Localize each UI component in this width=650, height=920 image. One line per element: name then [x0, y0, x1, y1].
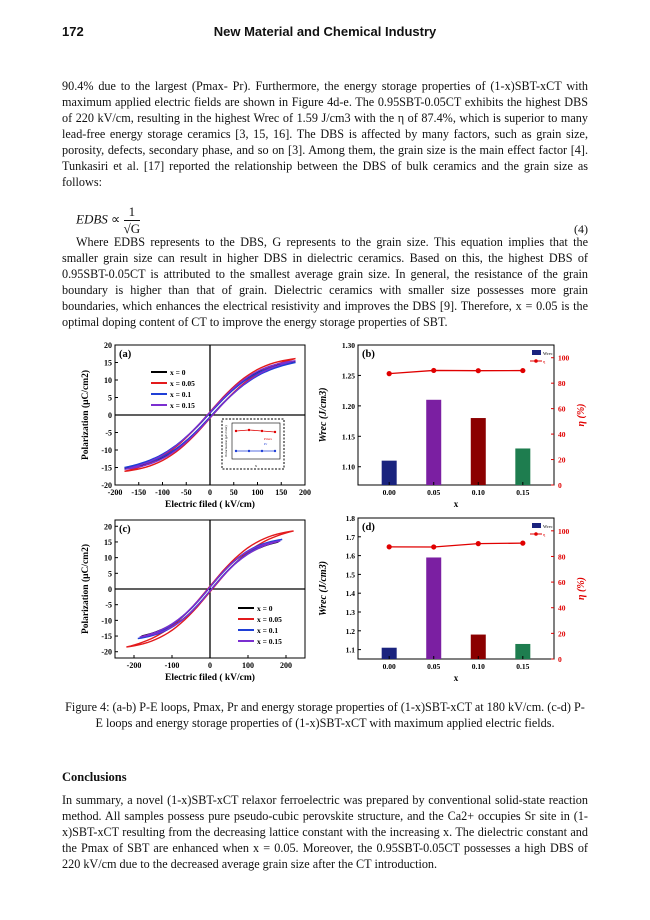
inset-pmax-point — [248, 429, 250, 431]
x-tick-label: 0.00 — [382, 488, 396, 497]
legend-label: x = 0.05 — [257, 615, 282, 624]
equation-lhs: EDBS — [76, 211, 108, 227]
x-tick-label: -100 — [155, 488, 170, 497]
eta-tick-label: 20 — [558, 455, 566, 465]
eta-tick-label: 40 — [558, 603, 566, 613]
x-tick-label: 100 — [242, 661, 254, 670]
y-tick-label: 15 — [104, 537, 112, 547]
legend-eta-marker — [534, 359, 538, 363]
legend-eta-marker — [534, 532, 538, 536]
wrec-bar — [515, 448, 530, 485]
chart-c — [75, 515, 315, 690]
equation — [76, 204, 140, 237]
eta-point — [431, 368, 436, 373]
panel-label: (c) — [119, 524, 131, 535]
y-tick-label: 10 — [104, 376, 112, 385]
eta-tick-label: 100 — [558, 526, 570, 536]
wrec-bar — [471, 635, 486, 659]
wrec-bar — [471, 418, 486, 485]
eta-tick-label: 20 — [558, 629, 566, 639]
eta-point — [520, 541, 525, 546]
y-tick-label: -15 — [101, 463, 112, 473]
legend-label: x = 0.1 — [257, 626, 279, 635]
legend-bar-label: Wrec — [543, 351, 553, 356]
y-tick-label: -15 — [101, 632, 112, 642]
y-axis-title: Wrec (J/cm3) — [318, 387, 329, 443]
eta-line — [389, 543, 523, 547]
x-tick-label: 50 — [229, 488, 238, 497]
eta-point — [520, 368, 525, 373]
y-tick-label: 1.25 — [341, 371, 355, 381]
legend-label: x = 0 — [170, 368, 186, 377]
x-tick-label: 0 — [208, 488, 212, 497]
eta-tick-label: 40 — [558, 430, 566, 440]
legend-label: x = 0.1 — [170, 390, 192, 399]
legend-label: x = 0.05 — [170, 379, 195, 388]
legend-bar-swatch — [532, 523, 541, 528]
y-tick-label: 1.3 — [345, 608, 355, 617]
inset-pmax-point — [274, 431, 276, 433]
eta-tick-label: 80 — [558, 552, 566, 562]
y-tick-label: -5 — [105, 600, 112, 610]
legend-eta-label: η — [543, 532, 546, 537]
x-tick-label: 0 — [208, 661, 212, 670]
y-axis-title: Wrec (J/cm3) — [318, 560, 329, 617]
panel-label: (d) — [362, 522, 375, 533]
x-tick-label: 200 — [299, 488, 311, 497]
equation-number: (4) — [574, 222, 588, 236]
equation-relation: ∝ — [111, 211, 121, 227]
y-tick-label: 1.30 — [341, 341, 355, 350]
eta-point — [387, 544, 392, 549]
plot-frame — [358, 518, 554, 659]
x-tick-label: 0.15 — [516, 488, 530, 497]
x-tick-label: 0.05 — [427, 662, 441, 671]
x-tick-label: -150 — [131, 488, 147, 497]
y-tick-label: 1.8 — [345, 514, 355, 523]
chart-b — [312, 340, 594, 515]
eta-tick-label: 60 — [558, 404, 566, 414]
x-tick-label: -100 — [164, 661, 180, 670]
y-tick-label: 1.7 — [345, 532, 355, 542]
eta-point — [431, 544, 436, 549]
eta-point — [476, 368, 481, 373]
y-tick-label: 1.4 — [345, 589, 355, 599]
equation-denominator: √G — [123, 221, 141, 236]
inset-legend-pr: Pr — [264, 442, 268, 446]
eta-tick-label: 80 — [558, 379, 566, 389]
inset-pmax-point — [235, 430, 237, 432]
x-tick-label: 0.00 — [382, 662, 396, 671]
chart-a — [75, 340, 315, 515]
legend-label: x = 0.15 — [257, 637, 282, 646]
y-tick-label: 1.20 — [341, 401, 355, 411]
page-number: 172 — [62, 24, 84, 39]
legend-label: x = 0.15 — [170, 401, 195, 410]
y-tick-label: 1.1 — [345, 645, 355, 655]
inset-legend-pmax: Pmax — [264, 437, 272, 441]
y-tick-label: 1.2 — [345, 626, 355, 636]
y-tick-label: 0 — [108, 411, 112, 420]
body-paragraph-2: Where EDBS represents to the DBS, G represents to the grain size. This equation implies that the smaller grain size can result in higher DBS in dielectric ceramics. Based on this, the highest DBS of 0.95SBT-0.05CT is attributed to the smallest average grain size. In general, the resistance of the grain boundary is higher than that of grain. Dielectric ceramics with smaller size possesses more grain boundaries, which enhances the electrical resistivity and improves the DBS [9]. Therefore, x = 0.05 is the optimal doping content of CT to improve the energy storage properties of SBT. — [62, 235, 588, 329]
wrec-bar — [382, 461, 397, 485]
y-tick-label: 1.10 — [341, 462, 355, 472]
body-paragraph-1: 90.4% due to the largest (Pmax- Pr). Furthermore, the energy storage properties of (1-x)SBT-xCT with maximum applied electric fields are shown in Figure 4d-e. The 0.95SBT-0.05CT exhibits the highest DBS of 220 kV/cm, resulting in the highest Wrec of 1.59 J/cm3 with the η of 87.4%, which is superior to many lead-free energy storage ceramics [3, 15, 16]. The DBS is affected by many factors, such as grain size, porosity, defects, secondary phase, and so on [3]. Among them, the grain size is the main effect factor [4]. Tunkasiri et al. [17] reported the relationship between the DBS of bulk ceramics and the grain size as follows: — [62, 79, 588, 189]
eta-tick-label: 100 — [558, 353, 570, 363]
x-tick-label: 100 — [251, 488, 264, 497]
y-tick-label: -5 — [105, 428, 112, 438]
x-tick-label: 200 — [280, 661, 292, 670]
eta-tick-label: 0 — [558, 655, 562, 664]
legend-bar-swatch — [532, 350, 541, 355]
y-tick-label: 1.5 — [345, 570, 355, 580]
inset-pr-point — [248, 450, 250, 452]
inset-frame — [222, 419, 284, 469]
y-tick-label: 5 — [108, 393, 112, 403]
journal-title: New Material and Chemical Industry — [213, 24, 437, 39]
inset-y-title: Polarization (μC/cm2) — [224, 425, 228, 457]
eta-tick-label: 0 — [558, 481, 562, 490]
legend-eta-label: η — [543, 359, 546, 364]
y-tick-label: -10 — [101, 616, 112, 626]
conclusions-heading: Conclusions — [62, 770, 127, 784]
x-tick-label: 0.10 — [471, 662, 485, 671]
y-tick-label: -20 — [101, 481, 112, 490]
x-axis-title: Electric filed ( kV/cm) — [165, 500, 255, 510]
eta-point — [476, 541, 481, 546]
y-axis-title: Polarization (μC/cm2) — [81, 369, 91, 461]
inset-pmax-point — [261, 430, 263, 432]
eta-axis-title: η (%) — [576, 577, 587, 600]
y-tick-label: 20 — [104, 522, 112, 532]
panel-label: (b) — [362, 349, 375, 360]
x-tick-label: -50 — [180, 488, 192, 497]
y-tick-label: 20 — [104, 341, 112, 350]
x-tick-label: -200 — [107, 488, 123, 497]
x-tick-label: 0.10 — [471, 488, 485, 497]
x-axis-title: Electric filed ( kV/cm) — [165, 673, 255, 683]
conclusions-paragraph: In summary, a novel (1-x)SBT-xCT relaxor ferroelectric was prepared by conventional solid-state reaction method. All samples possess pure pseudo-cubic perovskite structure, and the Ca2+ occupies Sr site in (1-x)SBT-xCT resulting from the decreasing lattice constant with the increasing x. The dielectric constant and the Pmax of SBT are enhanced when x = 0.05. Moreover, the 0.95SBT-0.05CT possesses a high DBS of 220 kV/cm due to the decreased average grain size after the CT introduction. — [62, 793, 588, 871]
equation-numerator: 1 — [124, 204, 141, 221]
x-tick-label: 0.15 — [516, 662, 530, 671]
x-tick-label: 150 — [275, 488, 288, 497]
inset-pr-point — [235, 450, 237, 452]
y-axis-title: Polarization (μC/cm2) — [81, 543, 91, 635]
legend-label: x = 0 — [257, 604, 273, 613]
eta-tick-label: 60 — [558, 578, 566, 588]
y-tick-label: -20 — [101, 647, 112, 657]
panel-label: (a) — [119, 349, 132, 360]
inset-x-title: x — [255, 463, 257, 468]
x-tick-label: -200 — [126, 661, 142, 670]
eta-point — [387, 371, 392, 376]
figure-caption: Figure 4: (a-b) P-E loops, Pmax, Pr and energy storage properties of (1-x)SBT-xCT at 180 kV/cm. (c-d) P-E loops and energy storage properties of (1-x)SBT-xCT with maximum applied electric fields. — [65, 700, 585, 730]
inset-pr-point — [274, 450, 276, 452]
x-tick-label: 0.05 — [427, 488, 441, 497]
y-tick-label: 15 — [104, 358, 112, 368]
y-tick-label: 1.15 — [341, 432, 355, 442]
inset-pr-point — [261, 450, 263, 452]
y-tick-label: 5 — [108, 569, 112, 579]
y-tick-label: 0 — [108, 585, 112, 594]
y-tick-label: -10 — [101, 446, 112, 455]
y-tick-label: 10 — [104, 553, 112, 563]
eta-line — [389, 370, 523, 373]
chart-d — [312, 512, 594, 690]
legend-bar-label: Wrec — [543, 524, 553, 529]
x-axis-title: x — [453, 499, 459, 509]
wrec-bar — [426, 400, 441, 485]
x-axis-title: x — [453, 673, 459, 683]
eta-axis-title: η (%) — [576, 403, 587, 427]
wrec-bar — [426, 557, 441, 659]
y-tick-label: 1.6 — [345, 551, 355, 561]
